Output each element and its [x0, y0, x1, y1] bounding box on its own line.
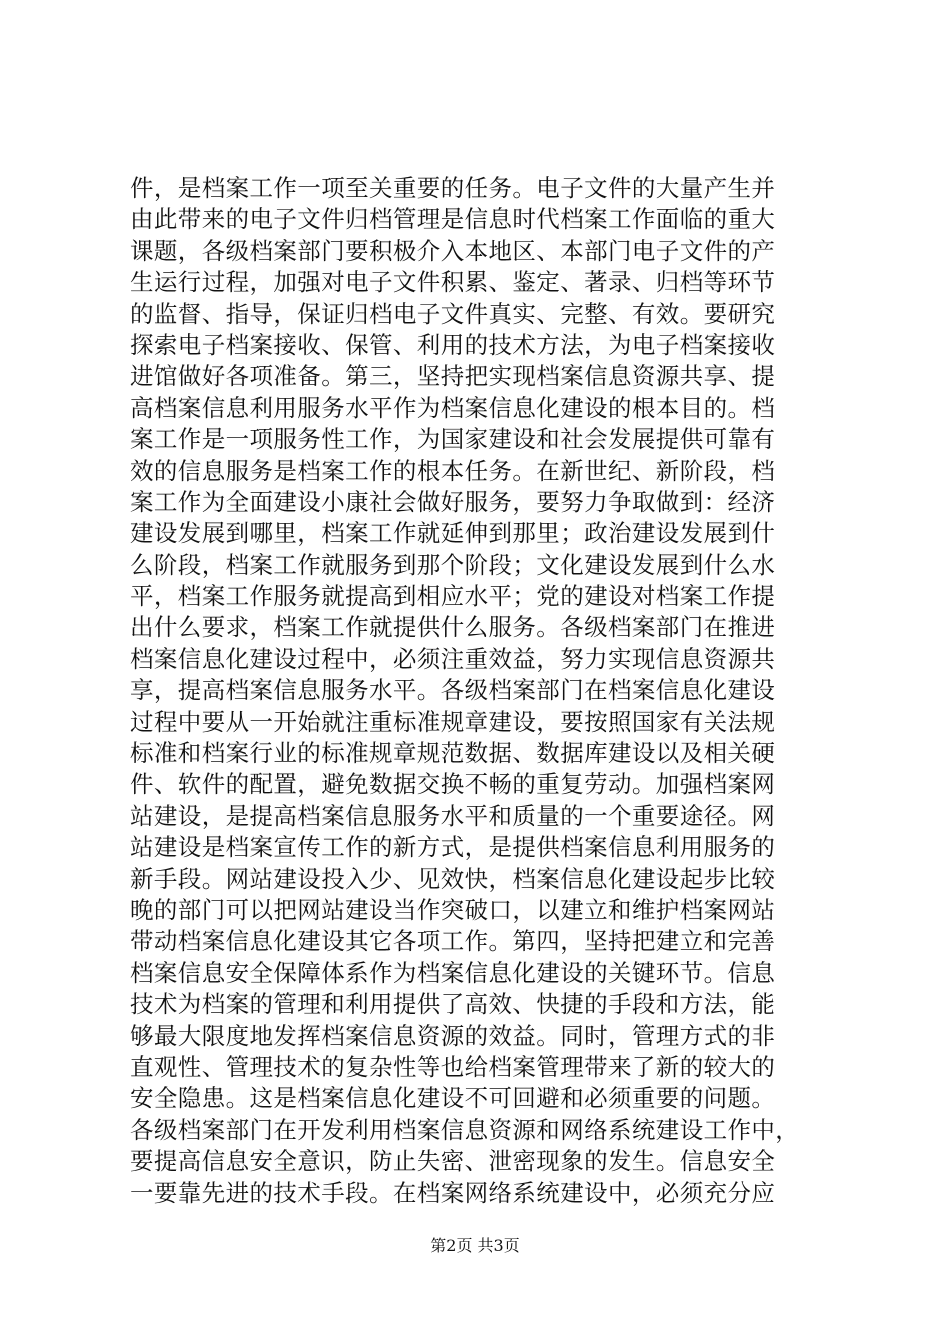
text-line: 探索电子档案接收、保管、利用的技术方法，为电子档案接收 [130, 330, 776, 359]
body-text [130, 173, 830, 1209]
text-line: 么阶段，档案工作就服务到那个阶段；文化建设发展到什么水 [130, 550, 776, 579]
text-line: 档案信息安全保障体系作为档案信息化建设的关键环节。信息 [130, 958, 776, 987]
text-line: 直观性、管理技术的复杂性等也给档案管理带来了新的较大的 [130, 1052, 776, 1081]
text-line: 安全隐患。这是档案信息化建设不可回避和必须重要的问题。 [130, 1084, 776, 1113]
text-line: 技术为档案的管理和利用提供了高效、快捷的手段和方法，能 [130, 990, 776, 1019]
text-line: 要提高信息安全意识，防止失密、泄密现象的发生。信息安全 [130, 1147, 776, 1176]
text-line: 够最大限度地发挥档案信息资源的效益。同时，管理方式的非 [130, 1021, 776, 1050]
text-line: 高档案信息利用服务水平作为档案信息化建设的根本目的。档 [130, 393, 776, 422]
text-line: 案工作为全面建设小康社会做好服务，要努力争取做到：经济 [130, 487, 776, 516]
text-line: 件、软件的配置，避免数据交换不畅的重复劳动。加强档案网 [130, 770, 776, 799]
text-line: 过程中要从一开始就注重标准规章建设，要按照国家有关法规 [130, 707, 776, 736]
page-number-label: 第2页 共3页 [430, 1236, 520, 1255]
text-line: 平，档案工作服务就提高到相应水平；党的建设对档案工作提 [130, 582, 776, 611]
text-line: 享，提高档案信息服务水平。各级档案部门在档案信息化建设 [130, 676, 776, 705]
text-line: 一要靠先进的技术手段。在档案网络系统建设中，必须充分应 [130, 1178, 776, 1207]
text-line: 站建设，是提高档案信息服务水平和质量的一个重要途径。网 [130, 801, 776, 830]
text-line: 标准和档案行业的标准规章规范数据、数据库建设以及相关硬 [130, 739, 776, 768]
text-line: 新手段。网站建设投入少、见效快，档案信息化建设起步比较 [130, 864, 776, 893]
text-line: 建设发展到哪里，档案工作就延伸到那里；政治建设发展到什 [130, 519, 776, 548]
text-line: 带动档案信息化建设其它各项工作。第四，坚持把建立和完善 [130, 927, 776, 956]
text-line: 出什么要求，档案工作就提供什么服务。各级档案部门在推进 [130, 613, 776, 642]
text-line: 由此带来的电子文件归档管理是信息时代档案工作面临的重大 [130, 205, 776, 234]
text-line: 档案信息化建设过程中，必须注重效益，努力实现信息资源共 [130, 644, 776, 673]
text-line: 进馆做好各项准备。第三，坚持把实现档案信息资源共享、提 [130, 362, 776, 391]
text-line: 案工作是一项服务性工作，为国家建设和社会发展提供可靠有 [130, 425, 776, 454]
text-line: 的监督、指导，保证归档电子文件真实、完整、有效。要研究 [130, 299, 776, 328]
text-line: 晚的部门可以把网站建设当作突破口，以建立和维护档案网站 [130, 895, 776, 924]
page-footer [0, 1233, 950, 1256]
text-line: 效的信息服务是档案工作的根本任务。在新世纪、新阶段，档 [130, 456, 776, 485]
text-line: 件，是档案工作一项至关重要的任务。电子文件的大量产生并 [130, 174, 776, 202]
text-line: 各级档案部门在开发利用档案信息资源和网络系统建设工作中， [130, 1115, 800, 1144]
text-line: 站建设是档案宣传工作的新方式，是提供档案信息利用服务的 [130, 833, 776, 862]
text-line: 课题，各级档案部门要积极介入本地区、本部门电子文件的产 [130, 236, 776, 265]
text-line: 生运行过程，加强对电子文件积累、鉴定、著录、归档等环节 [130, 268, 776, 297]
